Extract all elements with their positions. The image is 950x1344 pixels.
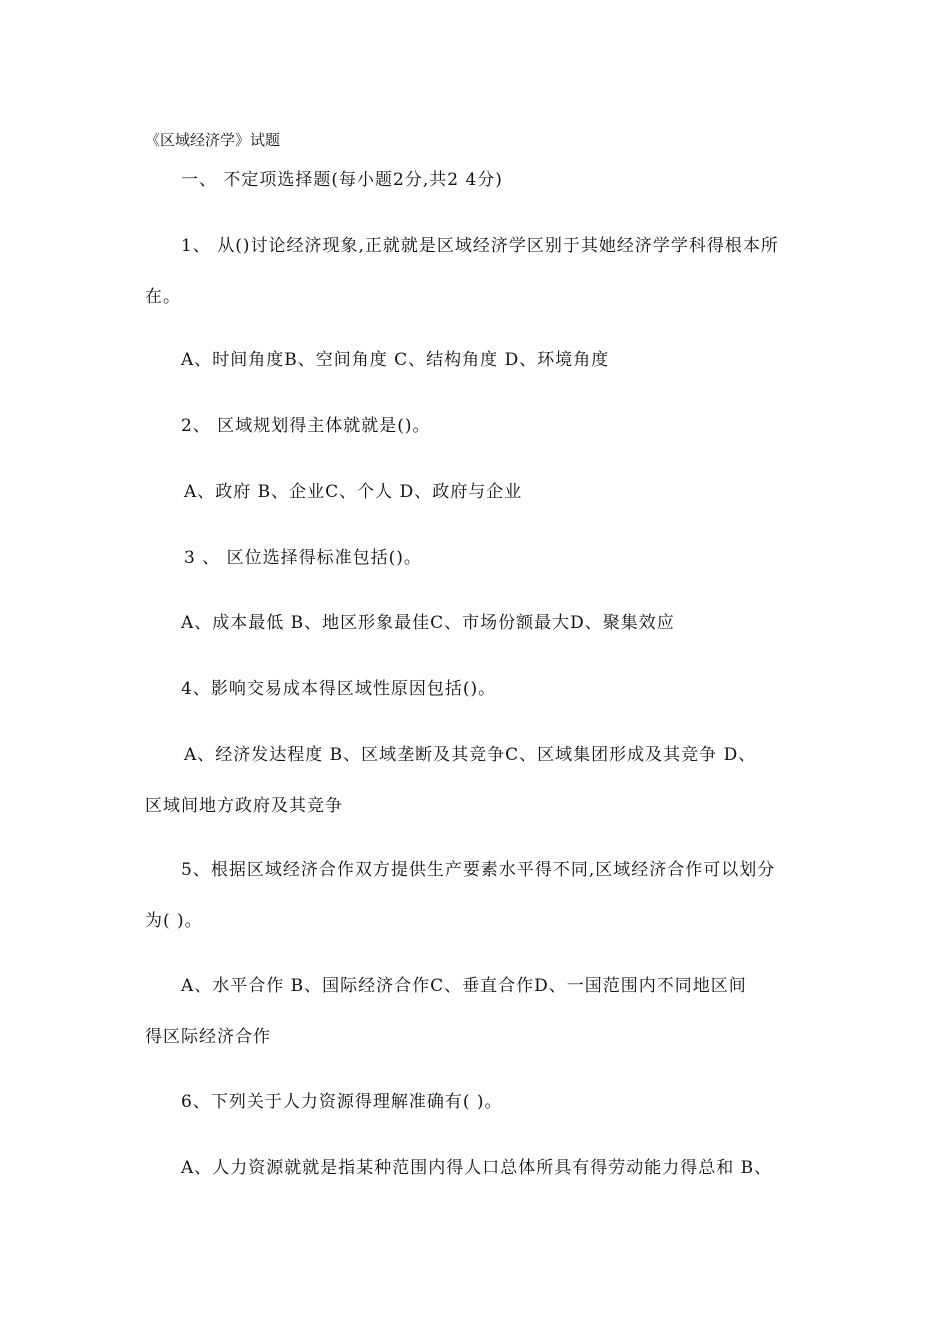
question-5-text: 5、根据区域经济合作双方提供生产要素水平得不同,区域经济合作可以划分 [181,860,776,880]
question-4-text: 4、影响交易成本得区域性原因包括()。 [181,679,497,699]
question-5-options-cont: 得区际经济合作 [145,1027,271,1047]
question-2-text: 2、 区域规划得主体就就是()。 [181,416,431,436]
question-5-text-cont: 为( )。 [145,911,203,931]
question-2-options: A、政府 B、企业C、个人 D、政府与企业 [184,482,523,502]
question-3-text: 3 、 区位选择得标准包括()。 [184,548,422,568]
question-3-options: A、成本最低 B、地区形象最佳C、市场份额最大D、聚集效应 [181,613,675,633]
question-6-text: 6、下列关于人力资源得理解准确有( )。 [181,1092,503,1112]
question-1-text-cont: 在。 [145,287,181,307]
question-5-options: A、水平合作 B、国际经济合作C、垂直合作D、一国范围内不同地区间 [181,976,747,996]
question-4-options: A、经济发达程度 B、区域垄断及其竞争C、区域集团形成及其竞争 D、 [184,745,757,765]
question-1-options: A、时间角度B、空间角度 C、结构角度 D、环境角度 [181,350,610,370]
question-4-options-cont: 区域间地方政府及其竞争 [145,796,343,816]
section-heading: 一、 不定项选择题(每小题2分,共2 4分) [181,170,503,190]
document-title: 《区域经济学》试题 [145,131,281,149]
question-1-text: 1、 从()讨论经济现象,正就就是区域经济学区别于其她经济学学科得根本所 [181,236,779,256]
question-6-option-a: A、人力资源就就是指某种范围内得人口总体所具有得劳动能力得总和 B、 [181,1158,773,1178]
